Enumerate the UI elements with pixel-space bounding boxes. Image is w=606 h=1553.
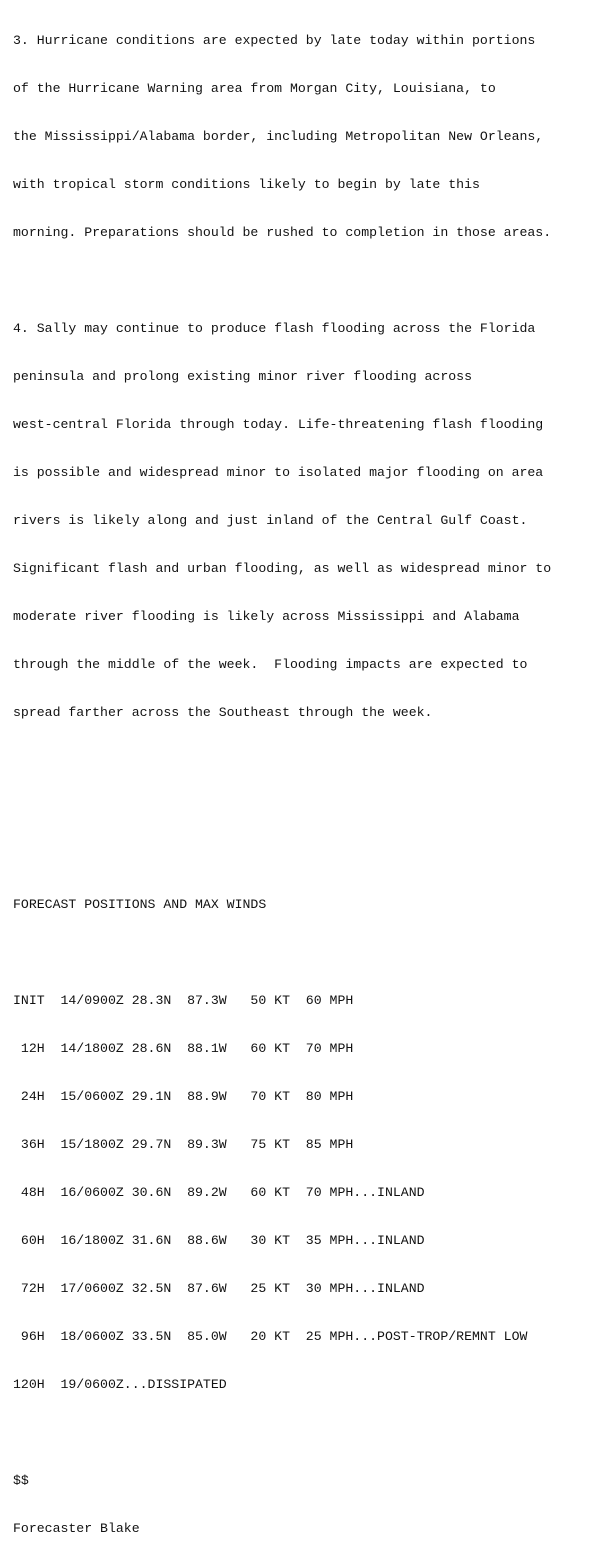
blank-line	[13, 945, 606, 961]
text-line: of the Hurricane Warning area from Morgan City, Louisiana, to	[13, 81, 496, 96]
forecast-row: 72H 17/0600Z 32.5N 87.6W 25 KT 30 MPH...INLAND	[13, 1281, 425, 1296]
text-line: peninsula and prolong existing minor river flooding across	[13, 369, 472, 384]
text-line: morning. Preparations should be rushed to completion in those areas.	[13, 225, 552, 240]
end-marker: $$	[13, 1473, 29, 1488]
text-line: 4. Sally may continue to produce flash flooding across the Florida	[13, 321, 536, 336]
text-line: the Mississippi/Alabama border, including Metropolitan New Orleans,	[13, 129, 544, 144]
forecast-row: 24H 15/0600Z 29.1N 88.9W 70 KT 80 MPH	[13, 1089, 354, 1104]
forecast-row: 120H 19/0600Z...DISSIPATED	[13, 1377, 227, 1392]
text-line: through the middle of the week. Flooding impacts are expected to	[13, 657, 528, 672]
text-line: spread farther across the Southeast through the week.	[13, 705, 433, 720]
blank-line	[13, 753, 606, 769]
forecast-row: 48H 16/0600Z 30.6N 89.2W 60 KT 70 MPH...INLAND	[13, 1185, 425, 1200]
text-line: 3. Hurricane conditions are expected by late today within portions	[13, 33, 536, 48]
text-line: west-central Florida through today. Life-threatening flash flooding	[13, 417, 544, 432]
text-line: is possible and widespread minor to isolated major flooding on area	[13, 465, 544, 480]
blank-line	[13, 273, 606, 289]
forecaster-signature: Forecaster Blake	[13, 1521, 140, 1536]
blank-line	[13, 849, 606, 865]
forecast-row: 96H 18/0600Z 33.5N 85.0W 20 KT 25 MPH...POST-TROP/REMNT LOW	[13, 1329, 528, 1344]
blank-line	[13, 801, 606, 817]
forecast-row: 36H 15/1800Z 29.7N 89.3W 75 KT 85 MPH	[13, 1137, 354, 1152]
forecast-heading: FORECAST POSITIONS AND MAX WINDS	[13, 897, 267, 912]
text-line: rivers is likely along and just inland of the Central Gulf Coast.	[13, 513, 528, 528]
forecast-row: INIT 14/0900Z 28.3N 87.3W 50 KT 60 MPH	[13, 993, 354, 1008]
text-line: Significant flash and urban flooding, as well as widespread minor to	[13, 561, 552, 576]
blank-line	[13, 1425, 606, 1441]
text-line: moderate river flooding is likely across Mississippi and Alabama	[13, 609, 520, 624]
forecast-row: 60H 16/1800Z 31.6N 88.6W 30 KT 35 MPH...INLAND	[13, 1233, 425, 1248]
text-line: with tropical storm conditions likely to begin by late this	[13, 177, 480, 192]
forecast-row: 12H 14/1800Z 28.6N 88.1W 60 KT 70 MPH	[13, 1041, 354, 1056]
